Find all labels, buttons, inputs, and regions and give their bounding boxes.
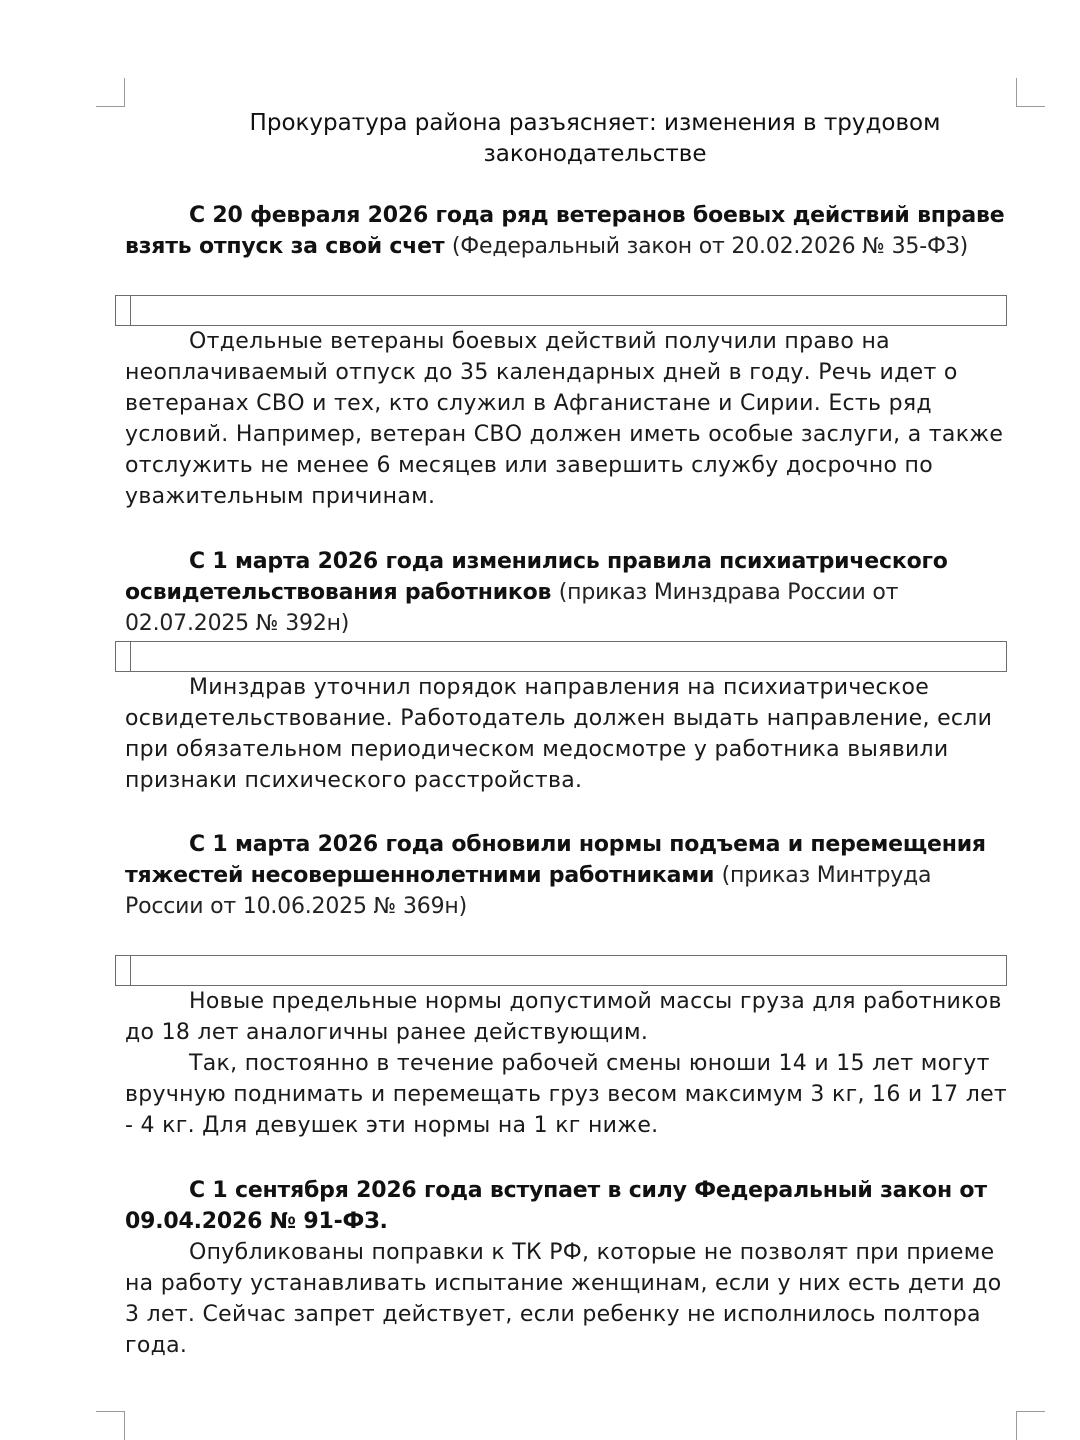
section-1-form-field[interactable] [115,295,1007,326]
field-divider [130,296,131,325]
section-4-heading-lead: С 1 сентября 2026 года вступает в силу Федеральный закон от 09.04.2026 № 91-ФЗ. [125,1178,987,1234]
field-divider [130,956,131,985]
section-3-form-field[interactable] [115,955,1007,986]
section-3-heading [125,829,1015,922]
section-2-form-field[interactable] [115,641,1007,672]
section-2-heading [125,546,1015,639]
section-1-heading-ref: (Федеральный закон от 20.02.2026 № 35-ФЗ) [451,234,968,259]
section-3-paragraph-2: Так, постоянно в течение рабочей смены юноши 14 и 15 лет могут вручную поднимать и перемещать груз весом максимум 3 кг, 16 и 17 лет - 4 кг. Для девушек эти нормы на 1 кг ниже. [125,1051,1008,1138]
document-title: Прокуратура района разъясняет: изменения в трудовом законодательстве [249,110,941,167]
page-corner-mark-top-left [96,78,125,107]
section-2-heading-lead: С 1 марта 2026 года изменились правила психиатрического освидетельствования работников [125,549,948,605]
section-3-paragraph-1: Новые предельные нормы допустимой массы груза для работников до 18 лет аналогичны ранее действующим. [125,989,1002,1045]
section-3-heading-lead: С 1 марта 2026 года обновили нормы подъема и перемещения тяжестей несовершеннолетними работниками [125,832,986,888]
page-corner-mark-top-right [1016,78,1045,107]
section-3-body [125,986,1015,1141]
section-1-paragraph-1: Отдельные ветераны боевых действий получили право на неоплачиваемый отпуск до 35 календарных дней в году. Речь идет о ветеранах СВО и тех, кто служил в Афганистане и Сирии. Есть ряд условий. Например, ветеран СВО должен иметь особые заслуги, а также отслужить не менее 6 месяцев или завершить службу досрочно по уважительным причинам. [125,329,1004,509]
section-2-heading-ref: (приказ Минздрава России от 02.07.2025 № 392н) [125,580,899,636]
section-1-heading [125,200,1015,262]
page-corner-mark-bottom-right [1016,1411,1045,1440]
field-divider [130,642,131,671]
page-corner-mark-bottom-left [96,1411,125,1440]
section-4-paragraph-1: Опубликованы поправки к ТК РФ, которые не позволят при приеме на работу устанавливать испытание женщинам, если у них есть дети до 3 лет. Сейчас запрет действует, если ребенку не исполнилось полтора года. [125,1240,1002,1358]
section-4-heading [125,1175,1015,1237]
section-3-heading-ref: (приказ Минтруда России от 10.06.2025 № 369н) [125,863,932,919]
section-1-heading-lead: С 20 февраля 2026 года ряд ветеранов боевых действий вправе взять отпуск за свой счет [125,203,1005,259]
section-2-paragraph-1: Минздрав уточнил порядок направления на психиатрическое освидетельствование. Работодатель должен выдать направление, если при обязательном периодическом медосмотре у работника выявили признаки психического расстройства. [125,675,993,793]
